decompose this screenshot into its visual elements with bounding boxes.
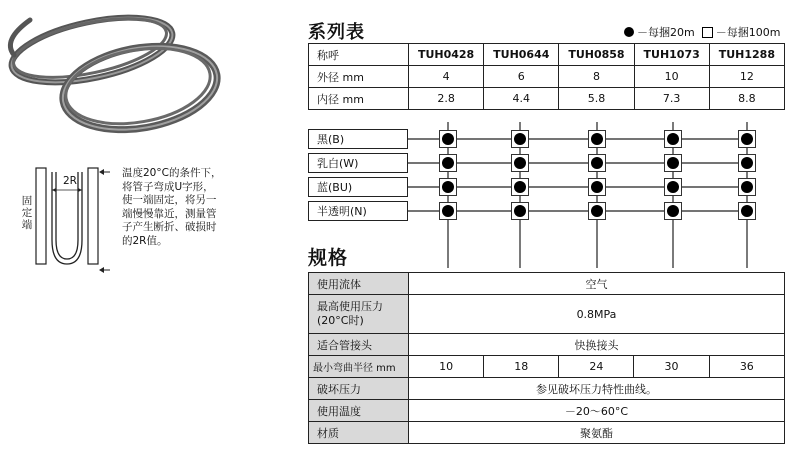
max-pressure-label-line2: (20°C时) xyxy=(317,314,364,327)
availability-dot-icon xyxy=(588,178,606,196)
color-white: 乳白(W) xyxy=(308,153,408,173)
dot-fill xyxy=(591,157,603,169)
dot-fill xyxy=(741,205,753,217)
od-cell: 6 xyxy=(484,66,559,88)
dot-fill xyxy=(442,157,454,169)
temp-value: －20～60°C xyxy=(409,400,785,422)
availability-dot-icon xyxy=(738,130,756,148)
dot-fill xyxy=(667,181,679,193)
availability-dot-icon xyxy=(664,154,682,172)
id-label: 内径 mm xyxy=(309,88,409,110)
burst-value: 参见破坏压力特性曲线。 xyxy=(409,378,785,400)
dot-fill xyxy=(667,157,679,169)
max-pressure-value: 0.8MPa xyxy=(409,295,785,334)
model-col: TUH1073 xyxy=(634,44,709,66)
spec-title: 规格 xyxy=(308,247,349,269)
model-col: TUH0858 xyxy=(559,44,634,66)
legend xyxy=(624,24,780,40)
dot-fill xyxy=(514,205,526,217)
legend-dot-text: －每捆20m xyxy=(637,26,695,39)
header-label: 称呼 xyxy=(309,44,409,66)
dot-fill xyxy=(741,181,753,193)
dot-fill xyxy=(667,133,679,145)
bend-note-line: 使一端固定，将另一 xyxy=(122,194,217,207)
od-cell: 12 xyxy=(709,66,784,88)
id-cell: 4.4 xyxy=(484,88,559,110)
availability-dot-icon xyxy=(738,154,756,172)
availability-dot-icon xyxy=(439,154,457,172)
availability-dot-icon xyxy=(664,130,682,148)
availability-dot-icon xyxy=(439,178,457,196)
availability-dot-icon xyxy=(588,130,606,148)
material-value: 聚氨酯 xyxy=(409,422,785,444)
model-col: TUH0644 xyxy=(484,44,559,66)
fixed-end-label: 固定端 xyxy=(21,195,33,231)
availability-dot-icon xyxy=(439,202,457,220)
color-blue: 蓝(BU) xyxy=(308,177,408,197)
bend-note-line: 端慢慢靠近，测量管 xyxy=(122,207,217,220)
availability-dot-icon xyxy=(511,202,529,220)
fluid-label: 使用流体 xyxy=(309,273,409,295)
dot-fill xyxy=(514,133,526,145)
legend-square-icon xyxy=(702,27,713,38)
bend-note-line: 温度20°C的条件下， xyxy=(122,167,222,179)
color-natural: 半透明(N) xyxy=(308,201,408,221)
two-r-label: 2R xyxy=(63,175,77,187)
dot-fill xyxy=(591,205,603,217)
bend-radius-cell: 36 xyxy=(709,356,784,378)
bend-note-line: 子产生断折、破损时 xyxy=(122,221,217,234)
od-label: 外径 mm xyxy=(309,66,409,88)
id-cell: 2.8 xyxy=(409,88,484,110)
bend-radius-cell: 18 xyxy=(484,356,559,378)
od-cell: 4 xyxy=(409,66,484,88)
dot-fill xyxy=(442,205,454,217)
max-pressure-label-line1: 最高使用压力 xyxy=(317,300,383,313)
id-cell: 5.8 xyxy=(559,88,634,110)
series-table xyxy=(308,43,785,110)
dot-fill xyxy=(514,157,526,169)
bend-radius-cell: 10 xyxy=(409,356,484,378)
bend-radius-label: 最小弯曲半径 mm xyxy=(309,356,409,378)
bend-note-line: 的2R值。 xyxy=(122,234,168,247)
bend-radius-cell: 30 xyxy=(634,356,709,378)
burst-label: 破坏压力 xyxy=(309,378,409,400)
availability-dot-icon xyxy=(511,154,529,172)
legend-square-text: －每捆100m xyxy=(715,26,781,39)
fitting-value: 快换接头 xyxy=(409,334,785,356)
material-label: 材质 xyxy=(309,422,409,444)
availability-dot-icon xyxy=(588,202,606,220)
fluid-value: 空气 xyxy=(409,273,785,295)
availability-dot-icon xyxy=(511,130,529,148)
tube-coils-image xyxy=(0,0,230,140)
dot-fill xyxy=(514,181,526,193)
availability-dot-icon xyxy=(664,202,682,220)
id-cell: 7.3 xyxy=(634,88,709,110)
model-col: TUH0428 xyxy=(409,44,484,66)
dot-fill xyxy=(667,205,679,217)
availability-dot-icon xyxy=(511,178,529,196)
legend-dot-icon xyxy=(624,27,634,37)
bend-note-line: 将管子弯成U字形， xyxy=(122,180,214,193)
id-cell: 8.8 xyxy=(709,88,784,110)
availability-dot-icon xyxy=(439,130,457,148)
dot-fill xyxy=(442,133,454,145)
fitting-label: 适合管接头 xyxy=(309,334,409,356)
availability-dot-icon xyxy=(738,178,756,196)
availability-dot-icon xyxy=(664,178,682,196)
od-cell: 10 xyxy=(634,66,709,88)
color-black: 黑(B) xyxy=(308,129,408,149)
bend-radius-cell: 24 xyxy=(559,356,634,378)
dot-fill xyxy=(741,133,753,145)
bend-note xyxy=(122,167,267,249)
dot-fill xyxy=(591,133,603,145)
model-col: TUH1288 xyxy=(709,44,784,66)
dot-fill xyxy=(591,181,603,193)
max-pressure-label xyxy=(309,295,409,334)
availability-dot-icon xyxy=(738,202,756,220)
availability-dot-icon xyxy=(588,154,606,172)
spec-table xyxy=(308,272,785,444)
dot-fill xyxy=(442,181,454,193)
temp-label: 使用温度 xyxy=(309,400,409,422)
series-title: 系列表 xyxy=(308,22,365,43)
od-cell: 8 xyxy=(559,66,634,88)
dot-fill xyxy=(741,157,753,169)
